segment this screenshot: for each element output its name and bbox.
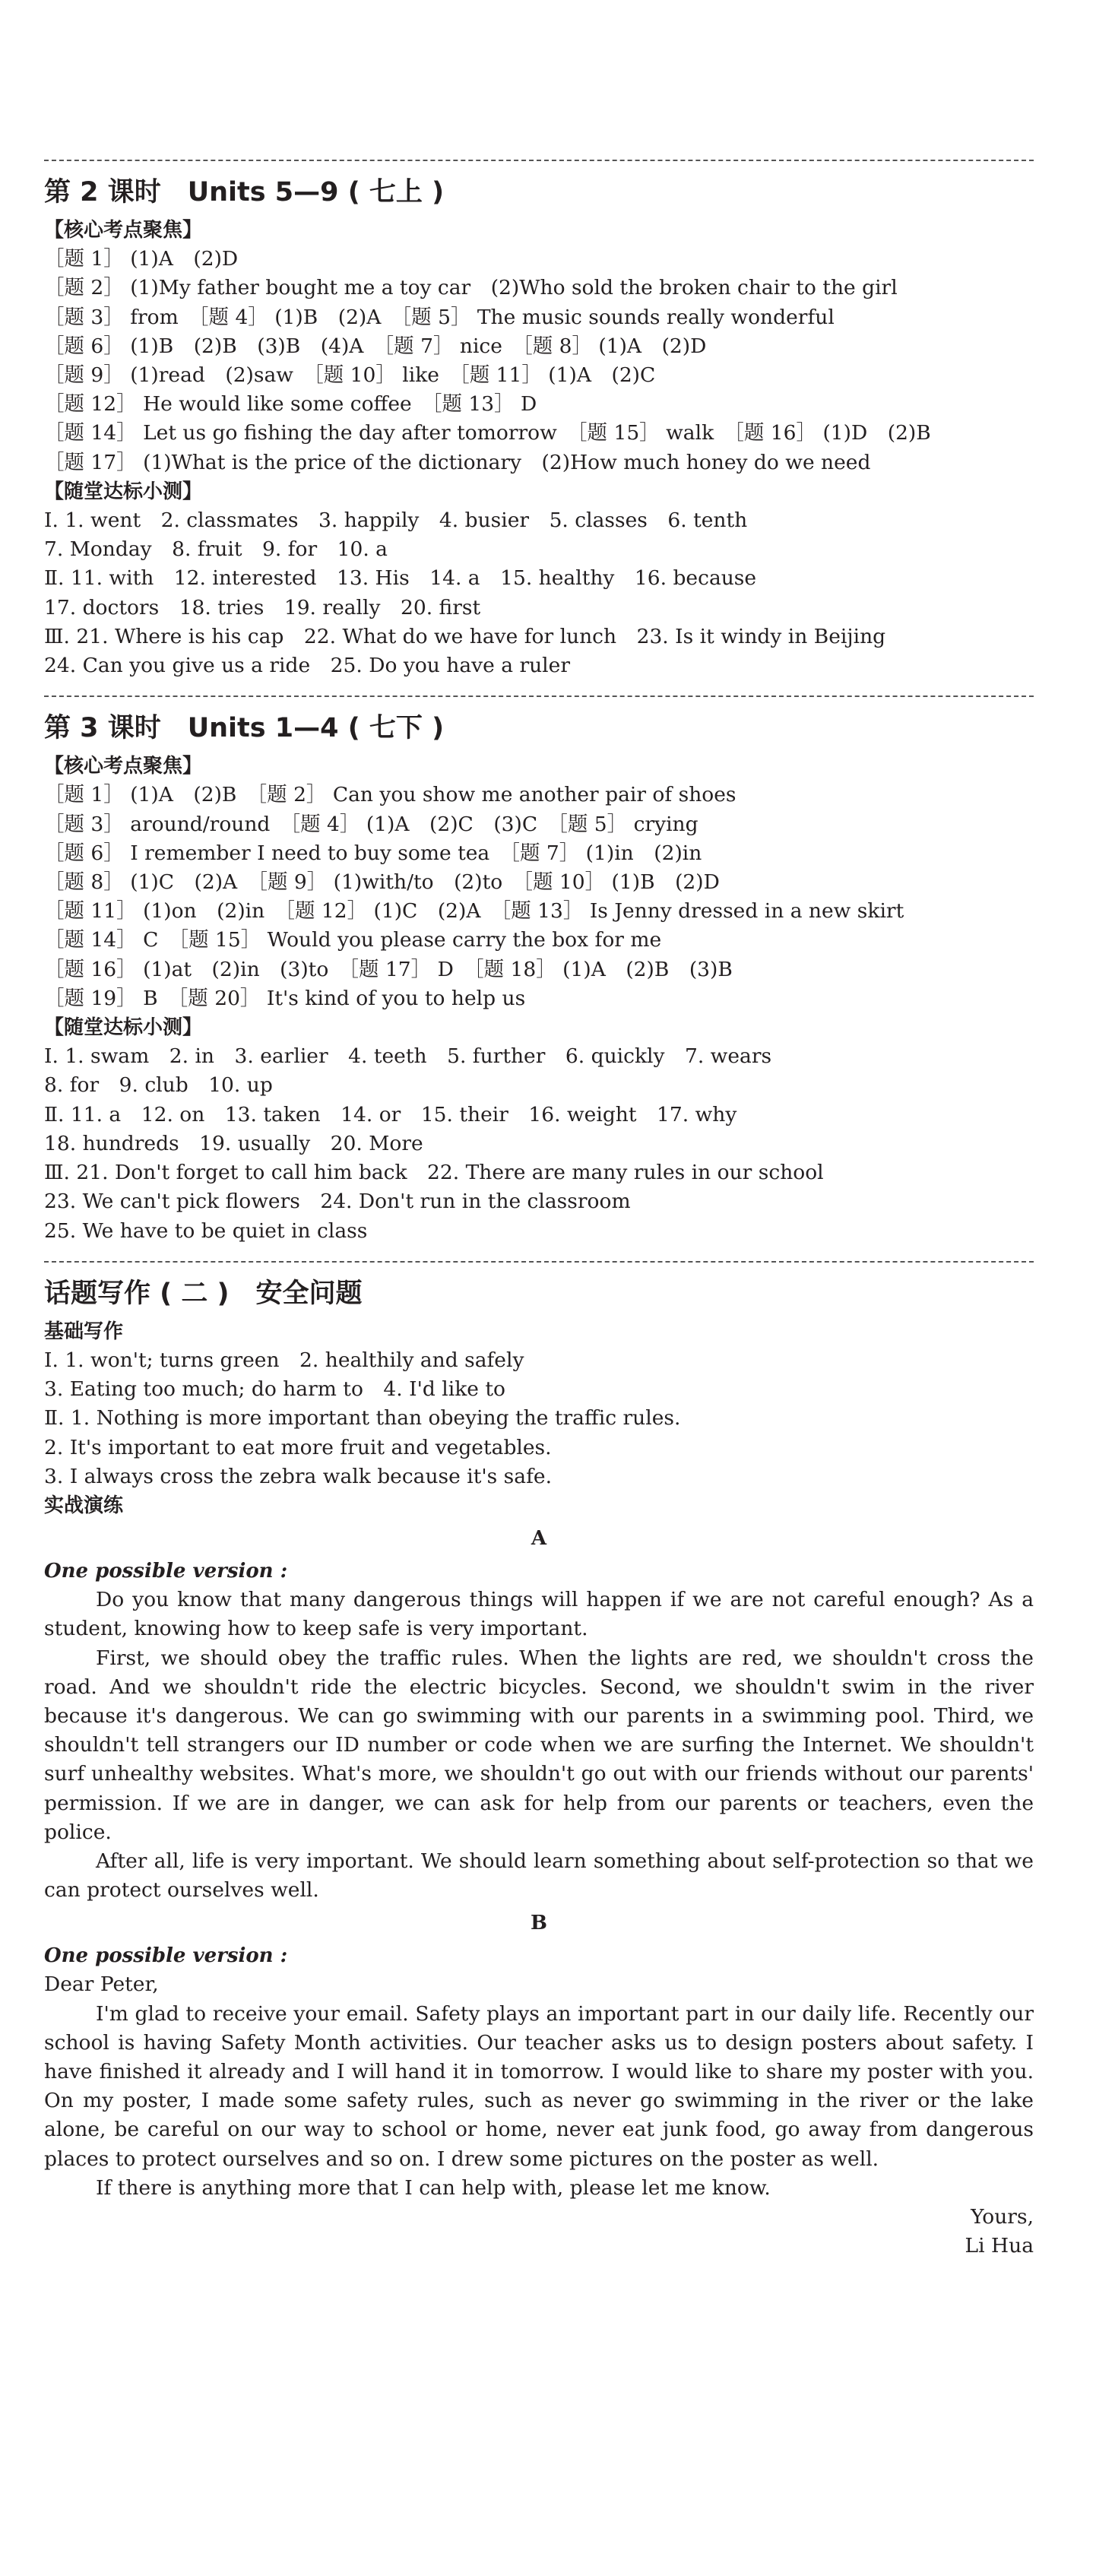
letter-signature: Li Hua (965, 2234, 1034, 2258)
answer-line: ［题 12］ He would like some coffee ［题 13］ D (44, 392, 537, 417)
answer-line: 2. It's important to eat more fruit and vegetables. (44, 1435, 552, 1459)
answer-line: ［题 3］ from ［题 4］ (1)B (2)A ［题 5］ The music sounds really wonderful (44, 305, 835, 329)
section-title: 第 2 课时 Units 5—9 ( 七上 ) (44, 177, 445, 208)
answer-line: 25. We have to be quiet in class (44, 1218, 368, 1243)
answer-line: 7. Monday 8. fruit 9. for 10. a (44, 537, 388, 562)
essay-intro: One possible version : (44, 1944, 288, 1968)
subheader-practice: 实战演练 (44, 1494, 124, 1517)
answer-line: ［题 19］ B ［题 20］ It's kind of you to help us (44, 986, 526, 1010)
answer-line: Ⅱ. 11. a 12. on 13. taken 14. or 15. their 16. weight 17. why (44, 1102, 737, 1126)
subheader-quiz: 【随堂达标小测】 (44, 1016, 203, 1040)
answer-line: ［题 6］ (1)B (2)B (3)B (4)A ［题 7］ nice ［题 8］ (1)A (2)D (44, 334, 707, 358)
answer-line: Ⅰ. 1. swam 2. in 3. earlier 4. teeth 5. further 6. quickly 7. wears (44, 1044, 772, 1069)
answer-line: ［题 1］ (1)A (2)B ［题 2］ Can you show me another pair of shoes (44, 783, 736, 807)
subheader-core-points: 【核心考点聚焦】 (44, 755, 203, 778)
letter-closing: Yours, (971, 2204, 1034, 2229)
essay-intro: One possible version : (44, 1560, 288, 1583)
answer-line: 24. Can you give us a ride 25. Do you have a ruler (44, 654, 571, 678)
answer-line: ［题 17］ (1)What is the price of the dictionary (2)How much honey do we need (44, 450, 871, 474)
answer-line: Ⅰ. 1. won't; turns green 2. healthily and safely (44, 1348, 524, 1372)
essay-paragraph: First, we should obey the traffic rules. When the lights are red, we shouldn't cross the road. And we shouldn't ride the electric bicycles. Second, we shouldn't swim in the river because it's dangerous. We can go swimming with our parents in a swimming pool. Third, we shouldn't tell strangers our ID number or code when we are surfing the Internet. We shouldn't surf unhealthy websites. What's more, we shouldn't go out with our friends without our parents' permission. If we are in danger, we can ask for help from our parents or teachers, even the police. (44, 1646, 1034, 1844)
answer-line: 3. Eating too much; do harm to 4. I'd like to (44, 1377, 505, 1402)
answer-line: Ⅲ. 21. Where is his cap 22. What do we have for lunch 23. Is it windy in Beijing (44, 624, 886, 648)
subheader-quiz: 【随堂达标小测】 (44, 480, 203, 503)
subheader-core-points: 【核心考点聚焦】 (44, 219, 203, 242)
answer-line: ［题 14］ C ［题 15］ Would you please carry the box for me (44, 928, 662, 952)
subheader-basic-writing: 基础写作 (44, 1320, 124, 1343)
section-divider (44, 160, 1034, 161)
answer-line: Ⅱ. 1. Nothing is more important than obeying the traffic rules. (44, 1406, 681, 1431)
answer-line: 8. for 9. club 10. up (44, 1073, 273, 1098)
answer-line: 18. hundreds 19. usually 20. More (44, 1131, 423, 1155)
answer-line: ［题 8］ (1)C (2)A ［题 9］ (1)with/to (2)to ［题 10］ (1)B (2)D (44, 870, 720, 895)
answer-line: ［题 6］ I remember I need to buy some tea ［题 7］ (1)in (2)in (44, 841, 702, 865)
answer-line: ［题 16］ (1)at (2)in (3)to ［题 17］ D ［题 18］ (1)A (2)B (3)B (44, 957, 733, 981)
answer-line: Ⅱ. 11. with 12. interested 13. His 14. a 15. healthy 16. because (44, 566, 757, 591)
section-title: 第 3 课时 Units 1—4 ( 七下 ) (44, 713, 445, 744)
answer-line: ［题 1］ (1)A (2)D (44, 247, 239, 271)
answer-page (44, 160, 1034, 2261)
section-title: 话题写作 ( 二 ) 安全问题 (44, 1278, 363, 1309)
answer-line: ［题 14］ Let us go fishing the day after tomorrow ［题 15］ walk ［题 16］ (1)D (2)B (44, 421, 931, 445)
answer-line: ［题 3］ around/round ［题 4］ (1)A (2)C (3)C ［题 5］ crying (44, 812, 698, 836)
answer-line: ［题 11］ (1)on (2)in ［题 12］ (1)C (2)A ［题 13］ Is Jenny dressed in a new skirt (44, 899, 904, 924)
answer-line: Ⅲ. 21. Don't forget to call him back 22. There are many rules in our school (44, 1161, 824, 1185)
answer-line: 23. We can't pick flowers 24. Don't run in the classroom (44, 1190, 631, 1214)
essay-paragraph: After all, life is very important. We should learn something about self-protection so that we can protect ourselves well. (44, 1849, 1034, 1903)
section-divider (44, 1261, 1034, 1263)
letter-greeting: Dear Peter, (44, 1972, 159, 1997)
answer-line: 3. I always cross the zebra walk because it's safe. (44, 1464, 552, 1488)
essay-paragraph: If there is anything more that I can help with, please let me know. (96, 2175, 771, 2200)
answer-line: ［题 2］ (1)My father bought me a toy car (2)Who sold the broken chair to the girl (44, 276, 898, 300)
essay-paragraph: Do you know that many dangerous things will happen if we are not careful enough? As a student, knowing how to keep safe is very important. (44, 1588, 1034, 1641)
essay-label: B (531, 1912, 547, 1935)
answer-line: 17. doctors 18. tries 19. really 20. first (44, 595, 481, 619)
answer-line: Ⅰ. 1. went 2. classmates 3. happily 4. busier 5. classes 6. tenth (44, 509, 748, 533)
essay-label: A (531, 1527, 547, 1551)
section-divider (44, 695, 1034, 697)
essay-paragraph: I'm glad to receive your email. Safety plays an important part in our daily life. Recently our school is having Safety Month activities. Our teacher asks us to design posters about safety. I have finished it already and I will hand it in tomorrow. I would like to share my poster with you. On my poster, I made some safety rules, such as never go swimming in the river or the lake alone, be careful on our way to school or home, never eat junk food, go away from dangerous places to protect ourselves and so on. I drew some pictures on the poster as well. (44, 2001, 1034, 2171)
answer-line: ［题 9］ (1)read (2)saw ［题 10］ like ［题 11］ (1)A (2)C (44, 363, 656, 388)
